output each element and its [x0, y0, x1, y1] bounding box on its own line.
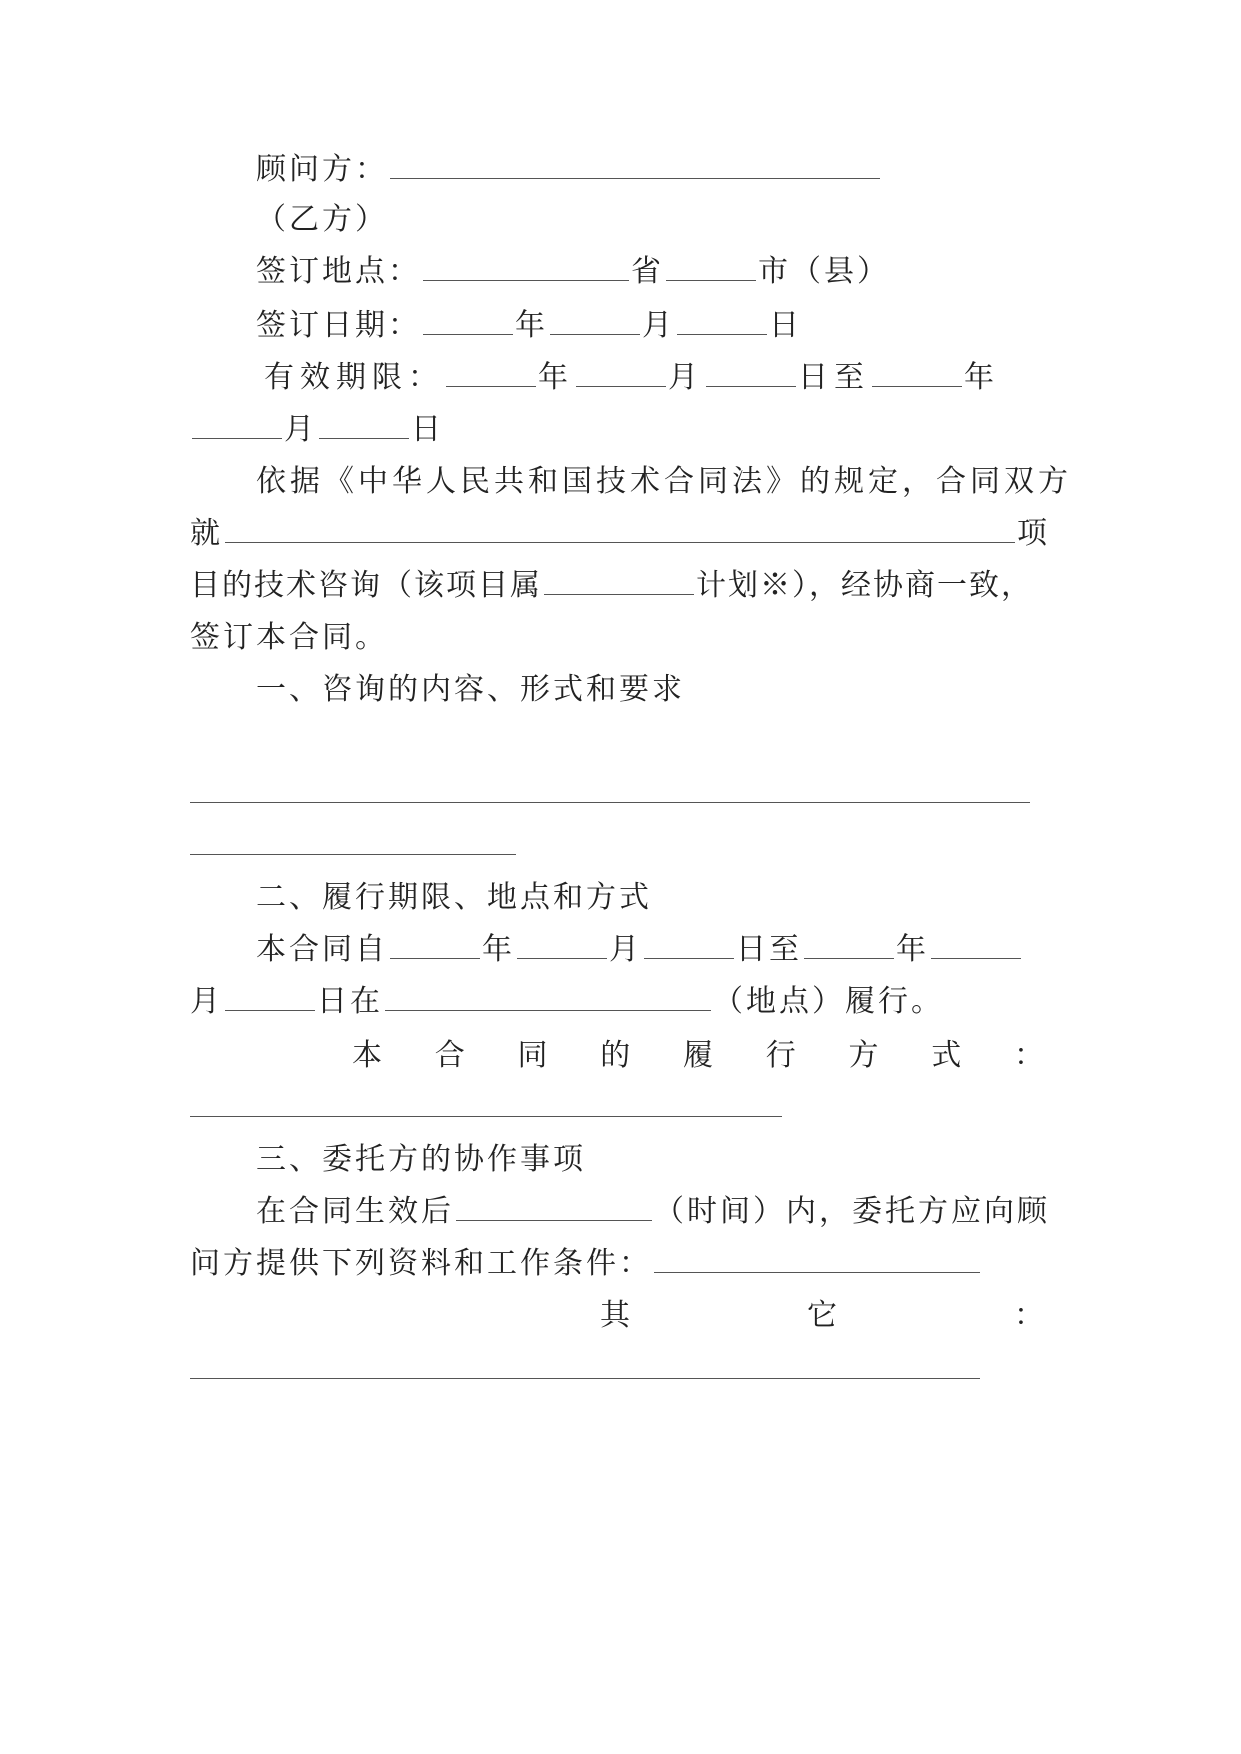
year-label: 年 — [515, 308, 548, 343]
to-label: 日至 — [798, 360, 870, 395]
perform-char: 方 — [848, 1038, 879, 1073]
term-to-month-blank[interactable] — [931, 932, 1021, 959]
validity-line-2 — [190, 410, 1050, 450]
party-b-line — [256, 200, 1050, 240]
coop-line-2 — [190, 1244, 1050, 1284]
section-2-title: 二、履行期限、地点和方式 — [256, 880, 652, 915]
perform-method-line — [352, 1036, 1044, 1076]
perform-char: 行 — [765, 1038, 796, 1073]
intro-text-3a: 目的技术咨询（该项目属 — [190, 568, 542, 603]
intro-text-2b: 项 — [1017, 516, 1050, 551]
section-3-title: 三、委托方的协作事项 — [256, 1142, 586, 1177]
year-label: 年 — [538, 360, 574, 395]
term-line-2 — [190, 982, 1050, 1022]
intro-line-4 — [190, 618, 1050, 658]
place-blank[interactable] — [385, 984, 711, 1011]
perform-char: 合 — [434, 1038, 465, 1073]
sign-year-blank[interactable] — [423, 308, 513, 335]
consultant-line — [256, 150, 1050, 190]
other-char: 其 — [600, 1298, 630, 1333]
other-line — [600, 1296, 1044, 1336]
term-line-1 — [256, 930, 1050, 970]
term-from-month-blank[interactable] — [517, 932, 607, 959]
perform-char: 的 — [600, 1038, 631, 1073]
term-to-day-blank[interactable] — [225, 984, 315, 1011]
intro-text-3b: 计划※），经协商一致， — [696, 568, 1033, 603]
other-blank[interactable] — [190, 1378, 980, 1379]
other-char: ： — [1014, 1298, 1044, 1333]
city-blank[interactable] — [666, 254, 756, 281]
term-from-year-blank[interactable] — [390, 932, 480, 959]
plan-blank[interactable] — [544, 568, 694, 595]
valid-to-day-blank[interactable] — [319, 412, 409, 439]
city-county-label: 市（县） — [758, 254, 890, 289]
month-label: 月 — [668, 360, 704, 395]
sign-place-label: 签订地点： — [256, 254, 421, 289]
coop-line-1 — [256, 1192, 1050, 1232]
time-blank[interactable] — [456, 1194, 652, 1221]
sign-date-label: 签订日期： — [256, 308, 421, 343]
content-blank-1[interactable] — [190, 802, 1030, 803]
intro-text-4: 签订本合同。 — [190, 620, 388, 655]
to-label: 日至 — [736, 932, 802, 967]
sign-place-line — [256, 252, 1050, 292]
coop-text-2: 问方提供下列资料和工作条件： — [190, 1246, 652, 1281]
project-name-blank[interactable] — [225, 516, 1015, 543]
materials-blank[interactable] — [654, 1246, 980, 1273]
place-suffix: （地点）履行。 — [713, 984, 944, 1019]
section-3-heading — [256, 1140, 1050, 1180]
perform-char: 同 — [517, 1038, 548, 1073]
content-blank-2[interactable] — [190, 854, 516, 855]
validity-line — [264, 358, 1054, 398]
valid-to-month-blank[interactable] — [192, 412, 282, 439]
party-b-label: （乙方） — [256, 202, 388, 237]
validity-label: 有效期限： — [264, 360, 444, 395]
valid-from-day-blank[interactable] — [706, 360, 796, 387]
perform-char: ： — [1014, 1038, 1044, 1073]
section-2-heading — [256, 878, 1050, 918]
province-label: 省 — [631, 254, 664, 289]
term-from-day-blank[interactable] — [644, 932, 734, 959]
consultant-blank[interactable] — [390, 152, 880, 179]
perform-char: 本 — [352, 1038, 382, 1073]
section-1-heading — [256, 670, 1050, 710]
month-label: 月 — [609, 932, 642, 967]
year-label: 年 — [482, 932, 515, 967]
perform-char: 式 — [931, 1038, 962, 1073]
sign-day-blank[interactable] — [677, 308, 767, 335]
intro-line-1 — [256, 462, 1072, 502]
coop-text-1b: （时间）内，委托方应向顾 — [654, 1194, 1050, 1229]
other-char: 它 — [807, 1298, 837, 1333]
intro-text-1: 依据《中华人民共和国技术合同法》的规定，合同双方 — [256, 464, 1072, 499]
section-1-title: 一、咨询的内容、形式和要求 — [256, 672, 685, 707]
month-label: 月 — [284, 412, 317, 447]
perform-method-blank[interactable] — [190, 1116, 782, 1117]
day-label: 日 — [411, 412, 444, 447]
term-from-label: 本合同自 — [256, 932, 388, 967]
intro-line-2 — [190, 514, 1050, 554]
province-blank[interactable] — [423, 254, 629, 281]
perform-char: 履 — [683, 1038, 713, 1073]
coop-text-1a: 在合同生效后 — [256, 1194, 454, 1229]
sign-date-line — [256, 306, 1050, 346]
place-label: 日在 — [317, 984, 383, 1019]
consultant-label: 顾问方： — [256, 152, 388, 187]
year-label: 年 — [896, 932, 929, 967]
month-label: 月 — [642, 308, 675, 343]
sign-month-blank[interactable] — [550, 308, 640, 335]
day-label: 日 — [769, 308, 802, 343]
valid-from-month-blank[interactable] — [576, 360, 666, 387]
intro-line-3 — [190, 566, 1050, 606]
valid-from-year-blank[interactable] — [446, 360, 536, 387]
intro-text-2a: 就 — [190, 516, 223, 551]
valid-to-year-blank[interactable] — [872, 360, 962, 387]
month-label: 月 — [190, 984, 223, 1019]
year-label: 年 — [964, 360, 1000, 395]
term-to-year-blank[interactable] — [804, 932, 894, 959]
